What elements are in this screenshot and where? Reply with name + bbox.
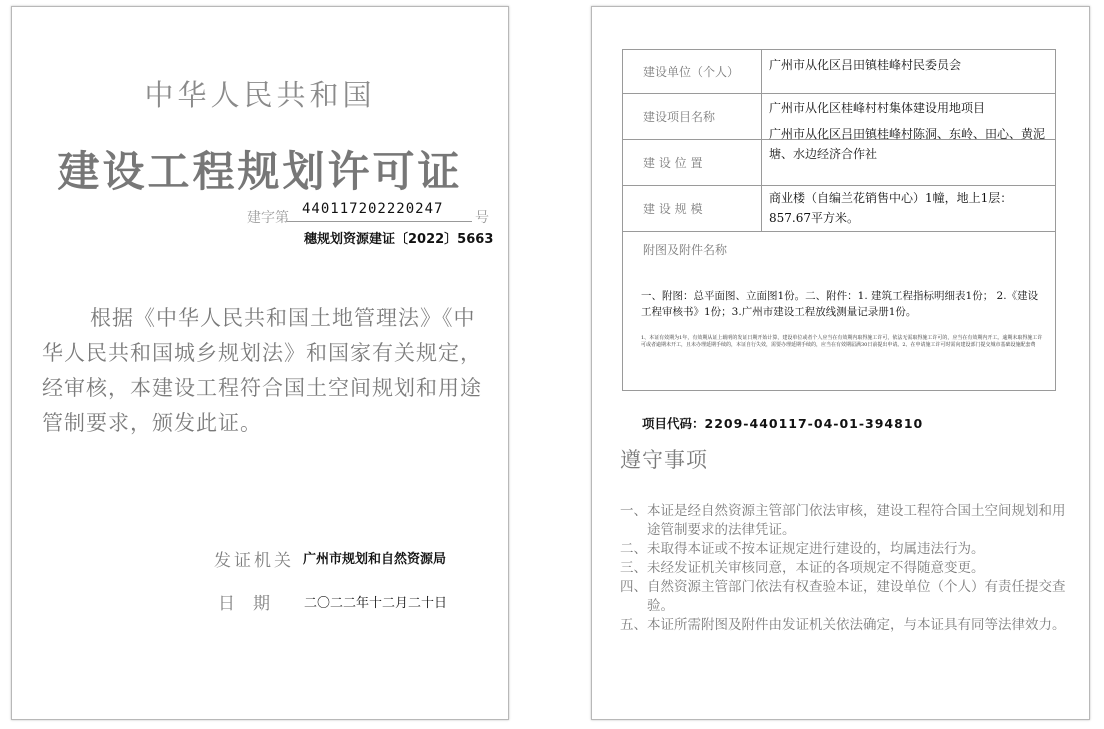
validity-note: 1、本证有效期为1年，有效期从证上载明的发证日期开始计算，建设单位或者个人应当在有效期内取得施工许可，依法无需取得施工许可的，应当在有效期内开工。逾期未取得施工许可或者逾期未开工，且未办理延期手续的，本证自行失效，需要办理延期手续的，应当在有效期届满30日前提出申请。2、在申请施工许可时需向建设部门提交城市基础设施配套费: [641, 335, 1043, 348]
country-name: 中华人民共和国: [144, 78, 376, 112]
issue-date-value: 二〇二二年十二月二十日: [304, 596, 448, 611]
list-item: 四、自然资源主管部门依法有权查验本证，建设单位（个人）有责任提交查验。: [620, 579, 1066, 614]
row-value: 广州市从化区桂峰村村集体建设用地项目: [769, 101, 986, 115]
permit-number-suffix: 号: [475, 210, 489, 226]
issue-date-label: 日期: [218, 594, 288, 614]
attachments-label: 附图及附件名称: [643, 243, 728, 257]
row-label: 建 设 规 模: [623, 186, 762, 231]
table-row-builder: [623, 50, 1055, 94]
permit-detail-page: [591, 6, 1090, 720]
list-item: 一、本证是经自然资源主管部门依法审核，建设工程符合国土空间规划和用途管制要求的法律凭证。: [620, 503, 1066, 538]
notes-title: 遵守事项: [620, 448, 708, 472]
compliance-notes: [620, 502, 1066, 635]
permit-title: 建设工程规划许可证: [57, 147, 463, 196]
row-label: 建 设 位 置: [623, 140, 762, 185]
row-label: 建设项目名称: [623, 94, 762, 139]
list-item: 三、未经发证机关审核同意，本证的各项规定不得随意变更。: [620, 560, 985, 576]
legal-basis-text: 根据《中华人民共和国土地管理法》《中华人民共和国城乡规划法》和国家有关规定，经审核，本建设工程符合国土空间规划和用途管制要求，颁发此证。: [42, 306, 482, 435]
table-row-scale: [623, 186, 1055, 232]
permit-number-underline: [287, 221, 472, 222]
list-item: 五、本证所需附图及附件由发证机关依法确定，与本证具有同等法律效力。: [620, 617, 1066, 633]
project-code-value: 2209-440117-04-01-394810: [704, 416, 924, 431]
project-code-label: 项目代码：: [642, 416, 705, 431]
project-info-table: [622, 49, 1056, 391]
row-label: 建设单位（个人）: [623, 50, 762, 93]
row-value: 广州市从化区吕田镇桂峰村陈洞、东岭、田心、黄泥塘、水边经济合作社: [769, 127, 1046, 161]
table-row-location: [623, 127, 1055, 186]
row-value: 广州市从化区吕田镇桂峰村民委员会: [769, 58, 962, 72]
issuer-value: 广州市规划和自然资源局: [303, 552, 447, 567]
permit-number-prefix: 建字第: [247, 210, 289, 226]
project-code: [642, 414, 923, 432]
permit-number: 440117202220247: [302, 201, 444, 217]
permit-cover-page: [11, 6, 509, 720]
issuer-label: 发证机关: [214, 551, 294, 571]
row-value: 商业楼（自编兰花销售中心）1幢，地上1层：857.67平方米。: [769, 191, 1013, 225]
attachments-text: 一、附图：总平面图、立面图1份。二、附件：1. 建筑工程指标明细表1份； 2.《建设工程审核书》1份；3.广州市建设工程放线测量记录册1份。: [641, 290, 1039, 318]
list-item: 二、未取得本证或不按本证规定进行建设的，均属违法行为。: [620, 541, 985, 557]
document-number: 穗规划资源建证〔2022〕5663: [304, 232, 494, 247]
